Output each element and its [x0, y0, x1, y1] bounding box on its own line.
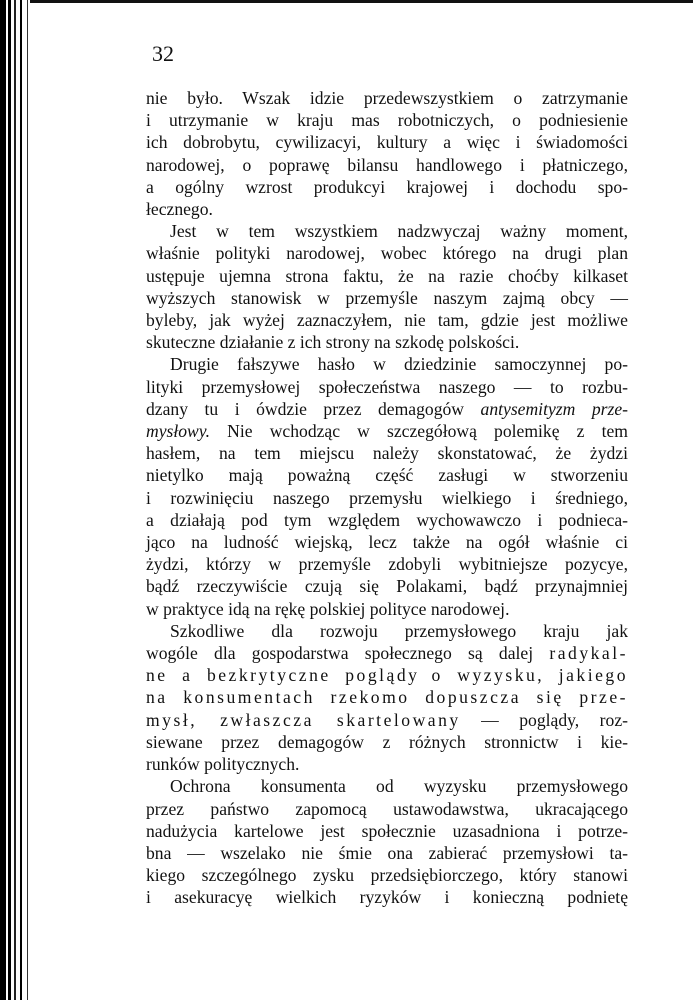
text-line [146, 664, 628, 686]
text-line: wyższych stanowisk w przemyśle naszym zajmą obcy — [146, 287, 628, 308]
text-line: na konsumentach rzekomo dopuszcza się prze- [146, 687, 628, 708]
text-segment: — poglądy, roz- [481, 709, 628, 730]
text-line: Jest w tem wszystkiem nadzwyczaj ważny moment, [170, 221, 628, 242]
text-segment: wogóle dla gospodarstwa społecznego są dalej [146, 643, 534, 664]
page-number: 32 [152, 41, 174, 66]
text-line: siewane przez demagogów z różnych stronnictw i kie- [146, 731, 628, 752]
scan-binding-edge [0, 0, 40, 1000]
text-line [146, 642, 628, 664]
emphasis-text: antysemityzm prze- [480, 398, 628, 419]
text-segment: Nie wchodząc w szczegółową polemikę z tem [227, 421, 628, 442]
text-segment: dzany tu i ówdzie przez demagogów [146, 398, 465, 419]
text-line: byleby, jak wyżej zaznaczyłem, nie tam, gdzie jest możliwe [146, 310, 628, 331]
text-line: nadużycia kartelowe jest społecznie uzasadniona i potrze- [146, 820, 628, 841]
text-line: nie było. Wszak idzie przedewszystkiem o zatrzymanie [146, 88, 628, 108]
scan-top-edge [30, 0, 693, 3]
spaced-emphasis-text: radykal- [549, 643, 628, 664]
emphasis-text: mysłowy. [146, 421, 211, 442]
text-line: przez państwo zapomocą ustawodawstwa, ukracającego [146, 798, 628, 819]
text-line: i rozwinięciu naszego przemysłu wielkiego i średniego, [146, 487, 628, 508]
spaced-emphasis-text: o wyzysku, jakiego [431, 665, 628, 686]
text-line: nietylko mają poważną część zasługi w stworzeniu [146, 465, 628, 486]
text-line: kiego szczególnego zysku przedsiębiorczego, który stanowi [146, 865, 628, 886]
text-line: skuteczne działanie z ich strony na szkodę polskości. [146, 332, 520, 353]
body-text [146, 87, 628, 909]
text-line: bądź rzeczywiście czują się Polakami, bądź przynajmniej [146, 576, 628, 597]
text-line [146, 398, 628, 420]
text-line: narodowej, o poprawę bilansu handlowego i płatniczego, [146, 154, 628, 175]
text-line: żydzi, którzy w przemyśle zdobyli wybitniejsze pozycye, [146, 554, 628, 575]
text-line: i utrzymanie w kraju mas robotniczych, o podniesienie [146, 110, 628, 131]
text-line: bna — wszelako nie śmie ona zabierać przemysłowi ta- [146, 842, 628, 863]
text-line: ich dobrobytu, cywilizacyi, kultury a więc i świadomości [146, 132, 628, 153]
text-line: Drugie fałszywe hasło w dziedzinie samoczynnej po- [170, 354, 628, 375]
text-line: i asekuracyę wielkich ryzyków i konieczną podnietę [146, 887, 628, 908]
text-line: w praktyce idą na rękę polskiej polityce narodowej. [146, 598, 510, 619]
text-line [146, 709, 628, 731]
text-line: runków politycznych. [146, 754, 300, 775]
text-line: łecznego. [146, 199, 213, 220]
text-line: lityki przemysłowej społeczeństwa naszego — to rozbu- [146, 376, 628, 397]
text-line: jąco na ludność wiejską, lecz także na ogół właśnie ci [146, 532, 628, 553]
text-line: właśnie polityki narodowej, wobec którego na drugi plan [146, 243, 628, 264]
text-line: Szkodliwe dla rozwoju przemysłowego kraju jak [170, 620, 628, 641]
text-line: ustępuje ujemna strona faktu, że na razie choćby kilkaset [146, 265, 628, 286]
text-line: a ogólny wzrost produkcyi krajowej i dochodu spo- [146, 176, 628, 197]
spaced-emphasis-text: ne a bezkrytyczne poglądy [146, 665, 420, 686]
text-line: a działają pod tym względem wychowawczo i podnieca- [146, 509, 628, 530]
text-line: Ochrona konsumenta od wyzysku przemysłowego [170, 776, 628, 797]
spaced-emphasis-text: mysł, zwłaszcza skartelowany [146, 709, 461, 730]
text-line: hasłem, na tem miejscu należy skonstatować, że żydzi [146, 443, 628, 464]
text-line [146, 420, 628, 442]
